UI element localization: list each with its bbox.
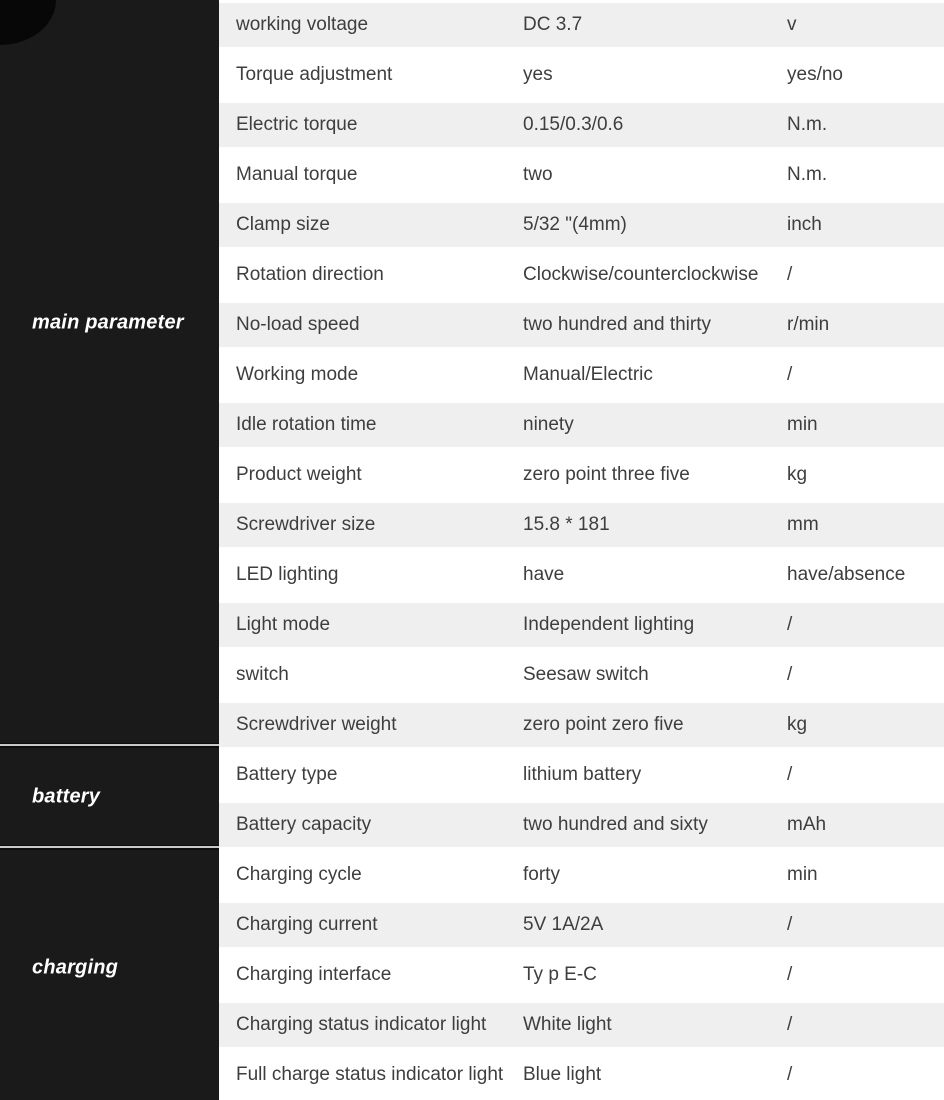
param-name: Charging cycle [236, 864, 362, 885]
param-value: White light [523, 1014, 612, 1035]
param-unit: mm [787, 514, 819, 535]
param-name: Electric torque [236, 114, 358, 135]
param-name: Product weight [236, 464, 362, 485]
param-unit: kg [787, 714, 808, 735]
table-row [219, 750, 944, 800]
param-value: two hundred and thirty [523, 314, 712, 335]
param-value: zero point three five [523, 464, 690, 485]
param-value: ninety [523, 414, 574, 435]
param-name: LED lighting [236, 564, 339, 585]
param-unit: r/min [787, 314, 830, 335]
table-row [219, 450, 944, 500]
param-value: Independent lighting [523, 614, 695, 635]
param-unit: min [787, 864, 818, 885]
param-unit: N.m. [787, 114, 828, 135]
param-name: switch [236, 664, 289, 685]
sidebar-label-battery: battery [32, 785, 101, 808]
param-name: Torque adjustment [236, 64, 393, 85]
param-name: Battery capacity [236, 814, 372, 835]
table-row [219, 50, 944, 100]
param-name: No-load speed [236, 314, 360, 335]
table-row [219, 1050, 944, 1100]
param-value: 0.15/0.3/0.6 [523, 114, 624, 135]
param-unit: / [787, 1014, 793, 1035]
param-unit: min [787, 414, 818, 435]
param-unit: / [787, 614, 793, 635]
param-name: Charging current [236, 914, 378, 935]
param-value: Blue light [523, 1064, 602, 1085]
param-value: 5V 1A/2A [523, 914, 604, 935]
table-row [219, 700, 944, 750]
param-unit: yes/no [787, 64, 843, 85]
param-value: lithium battery [523, 764, 642, 785]
param-name: Charging status indicator light [236, 1014, 487, 1035]
table-row [219, 500, 944, 550]
table-row [219, 850, 944, 900]
param-name: Screwdriver weight [236, 714, 397, 735]
param-value: DC 3.7 [523, 14, 583, 35]
param-unit: kg [787, 464, 808, 485]
table-row [219, 900, 944, 950]
param-name: Charging interface [236, 964, 392, 985]
param-unit: / [787, 914, 793, 935]
table-row [219, 250, 944, 300]
param-name: Working mode [236, 364, 359, 385]
table-row [219, 1000, 944, 1050]
param-value: Manual/Electric [523, 364, 653, 385]
param-name: Manual torque [236, 164, 358, 185]
param-unit: / [787, 664, 793, 685]
param-name: Full charge status indicator light [236, 1064, 504, 1085]
param-unit: / [787, 764, 793, 785]
table-row [219, 100, 944, 150]
table-row [219, 950, 944, 1000]
param-name: Screwdriver size [236, 514, 376, 535]
param-name: working voltage [236, 14, 369, 35]
param-name: Light mode [236, 614, 331, 635]
table-row [219, 200, 944, 250]
param-unit: mAh [787, 814, 827, 835]
param-unit: have/absence [787, 564, 906, 585]
param-name: Idle rotation time [236, 414, 377, 435]
param-value: Seesaw switch [523, 664, 649, 685]
spec-table [219, 0, 944, 1100]
param-value: zero point zero five [523, 714, 684, 735]
table-row [219, 400, 944, 450]
sidebar-section-battery [0, 748, 219, 845]
param-value: two hundred and sixty [523, 814, 708, 835]
param-unit: / [787, 264, 793, 285]
param-value: have [523, 564, 565, 585]
param-name: Clamp size [236, 214, 330, 235]
sidebar-label-main-parameter: main parameter [32, 311, 184, 334]
param-value: forty [523, 864, 560, 885]
param-unit: / [787, 364, 793, 385]
table-row [219, 350, 944, 400]
table-row [219, 600, 944, 650]
table-row [219, 550, 944, 600]
table-row [219, 800, 944, 850]
param-value: Clockwise/counterclockwise [523, 264, 759, 285]
param-name: Rotation direction [236, 264, 384, 285]
param-value: 15.8 * 181 [523, 514, 610, 535]
param-unit: N.m. [787, 164, 828, 185]
sidebar-section-charging [0, 850, 219, 1100]
param-value: yes [523, 64, 553, 85]
table-row [219, 650, 944, 700]
param-unit: v [787, 14, 797, 35]
table-row [219, 0, 944, 50]
param-unit: / [787, 1064, 793, 1085]
param-value: Ty p E-C [523, 964, 597, 985]
param-name: Battery type [236, 764, 338, 785]
param-value: 5/32 "(4mm) [523, 214, 627, 235]
param-unit: inch [787, 214, 822, 235]
table-row [219, 300, 944, 350]
table-row [219, 150, 944, 200]
sidebar-section-main-parameter [0, 0, 219, 743]
category-sidebar [0, 0, 219, 1100]
param-unit: / [787, 964, 793, 985]
param-value: two [523, 164, 553, 185]
sidebar-label-charging: charging [32, 956, 119, 979]
